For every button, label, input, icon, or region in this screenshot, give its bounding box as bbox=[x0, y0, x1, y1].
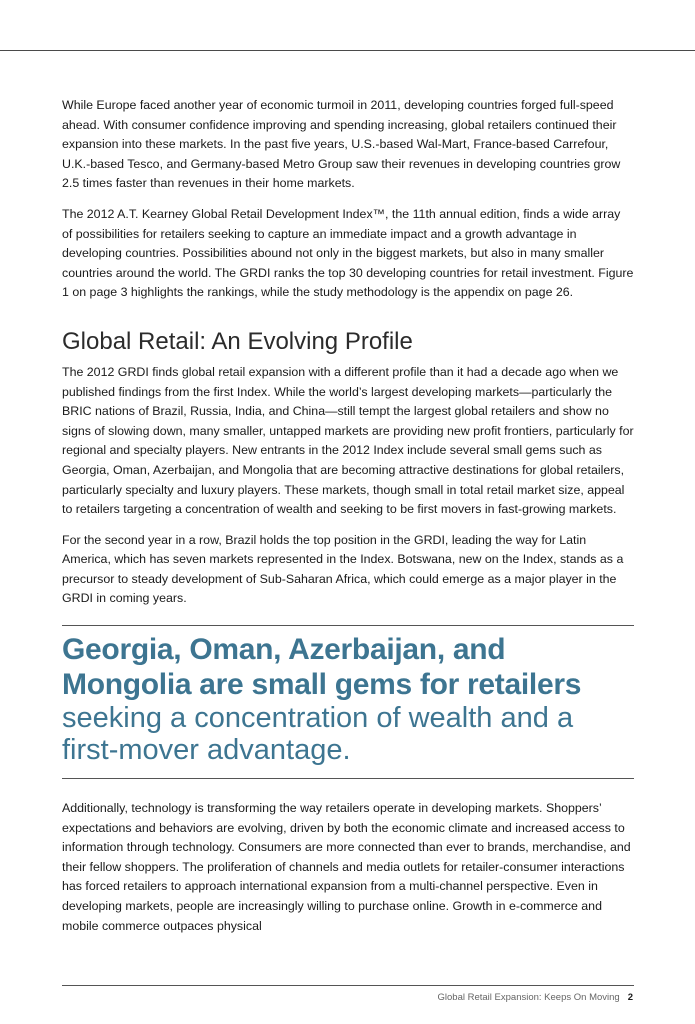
footer-title: Global Retail Expansion: Keeps On Moving bbox=[437, 992, 620, 1003]
footer-rule bbox=[62, 985, 634, 986]
pull-quote-light: seeking a concentration of wealth and a first-mover advantage. bbox=[62, 702, 574, 767]
section-paragraph-1: The 2012 GRDI finds global retail expansion with a different profile than it had a decade ago when we published findings from the first Index. While the world’s largest developing markets—particularly the BRIC nations of Brazil, Russia, India, and China—still tempt the largest global retailers and show no signs of slowing down, many smaller, untapped markets are providing new profit frontiers, particularly for regional and specialty players. New entrants in the 2012 Index include several small gems such as Georgia, Oman, Azerbaijan, and Mongolia that are becoming attractive destinations for global retailers, particularly specialty and luxury players. These markets, though small in total retail market size, appeal to retailers targeting a concentration of wealth and seeking to be first movers in fast-growing markets. bbox=[62, 364, 634, 517]
section-paragraph-2: For the second year in a row, Brazil holds the top position in the GRDI, leading the way for Latin America, which has seven markets represented in the Index. Botswana, new on the Index, stands as a precursor to steady development of Sub-Saharan Africa, which could emerge as a major player in the GRDI in coming years. bbox=[62, 532, 624, 606]
page-footer bbox=[438, 992, 633, 1003]
intro-paragraph-1: While Europe faced another year of economic turmoil in 2011, developing countries forged full-speed ahead. With consumer confidence improving and spending increasing, global retailers continued their expansion into these markets. In the past five years, U.S.-based Wal-Mart, France-based Carrefour, U.K.-based Tesco, and Germany-based Metro Group saw their revenues in developing countries grow 2.5 times faster than revenues in their home markets. bbox=[62, 98, 621, 191]
intro-paragraph-2: The 2012 A.T. Kearney Global Retail Development Index™, the 11th annual edition, finds a wide array of possibilities for retailers seeking to capture an immediate impact and a growth advantage in developing countries. Possibilities abound not only in the biggest markets, but also in many smaller countries around the world. The GRDI ranks the top 30 developing countries for retail investment. Figure 1 on page 3 highlights the rankings, while the study methodology is the appendix on page 26. bbox=[62, 206, 634, 300]
page-number: 2 bbox=[627, 992, 633, 1003]
header-rule bbox=[0, 50, 695, 51]
page-content bbox=[62, 96, 634, 947]
closing-paragraph: Additionally, technology is transforming the way retailers operate in developing markets. Shoppers’ expectations and behaviors are evolving, driven by both the economic climate and increased access to information through technology. Consumers are more connected than ever to brands, merchandise, and their fellow shoppers. The proliferation of channels and media outlets for retailer-consumer interactions has forced retailers to approach international expansion from a multi-channel perspective. Even in developing markets, people are increasingly willing to purchase online. Growth in e-commerce and mobile commerce outpaces physical bbox=[62, 801, 631, 933]
pull-quote bbox=[62, 625, 634, 779]
pull-quote-bold: Georgia, Oman, Azerbaijan, and Mongolia are small gems for retailers bbox=[62, 633, 582, 702]
section-heading: Global Retail: An Evolving Profile bbox=[62, 327, 413, 355]
